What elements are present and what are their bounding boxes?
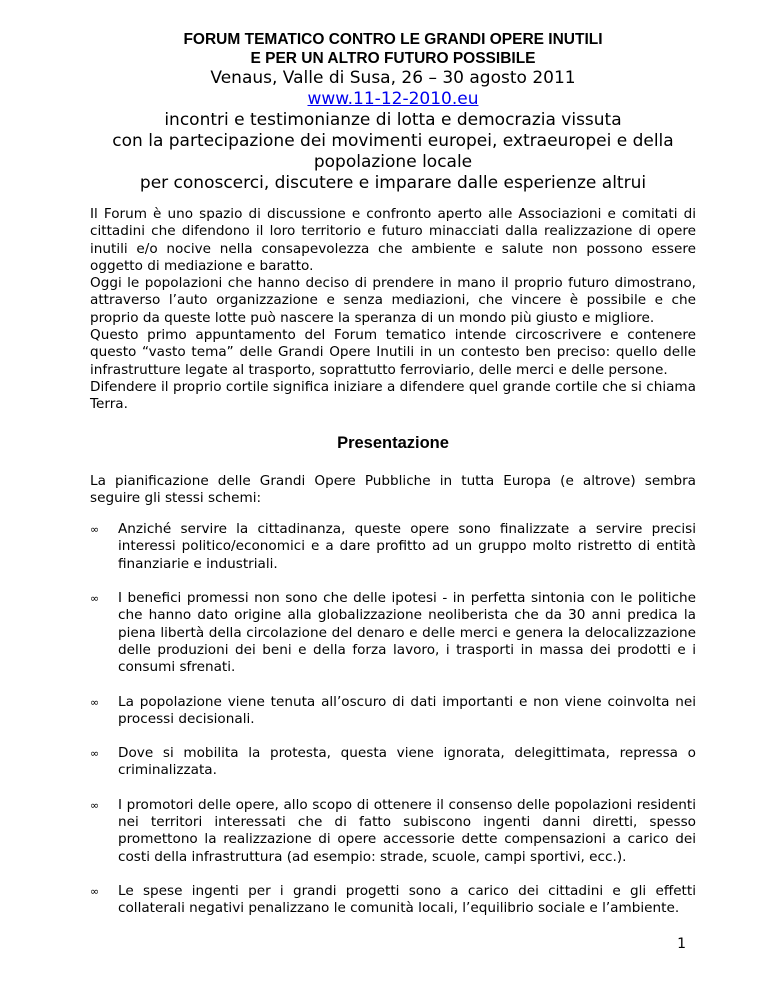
- place-and-date: Venaus, Valle di Susa, 26 – 30 agosto 2011: [210, 68, 576, 88]
- infinity-bullet-icon: ∞: [90, 884, 100, 898]
- list-item-text: La popolazione viene tenuta all’oscuro di dati importanti e non viene coinvolta nei processi decisionali.: [118, 693, 696, 727]
- forum-website-link[interactable]: www.11-12-2010.eu: [307, 89, 479, 109]
- list-item-text: Dove si mobilita la protesta, questa viene ignorata, delegittimata, repressa o criminalizzata.: [118, 745, 696, 779]
- infinity-bullet-icon: ∞: [90, 798, 100, 812]
- forum-title-line-2: E PER UN ALTRO FUTURO POSSIBILE: [250, 50, 536, 67]
- document-page: [90, 30, 696, 935]
- list-item: [90, 797, 696, 866]
- list-item-text: I promotori delle opere, allo scopo di ottenere il consenso delle popolazioni residenti nei territori interessati che di fatto subiscono ingenti danni diretti, spesso promettono la realizzazione di opere accessorie dette compensazioni a carico dei costi della infrastruttura (ad esempio: strade, scuole, campi sportivi, ecc.).: [118, 796, 696, 865]
- infinity-bullet-icon: ∞: [90, 695, 100, 709]
- list-item: [90, 590, 696, 676]
- list-item-text: Anziché servire la cittadinanza, queste opere sono finalizzate a servire precisi interessi politico/economici e a dare profitto ad un gruppo molto ristretto di entità finanziarie e industriali.: [118, 521, 696, 572]
- infinity-bullet-icon: ∞: [90, 592, 100, 606]
- intro-paragraph-2: Oggi le popolazioni che hanno deciso di prendere in mano il proprio futuro dimostrano, attraverso l’auto organizzazione e senza mediazioni, che vincere è possibile e che proprio da queste lotte può nascere la speranza di un mondo più giusto e migliore.: [90, 275, 696, 326]
- bullet-list: [90, 521, 696, 917]
- forum-title-line-1: FORUM TEMATICO CONTRO LE GRANDI OPERE INUTILI: [183, 31, 603, 48]
- section-lead-paragraph: La pianificazione delle Grandi Opere Pubbliche in tutta Europa (e altrove) sembra seguire gli stessi schemi:: [90, 472, 696, 506]
- list-item-text: I benefici promessi non sono che delle ipotesi - in perfetta sintonia con le politiche che hanno dato origine alla globalizzazione neoliberista che da 30 anni predica la piena libertà della circolazione del denaro e delle merci e genera la delocalizzazione delle produzioni dei beni e della forza lavoro, i trasporti in massa dei prodotti e i consumi sfrenati.: [118, 590, 696, 676]
- tagline-line-1: incontri e testimonianze di lotta e democrazia vissuta: [164, 110, 622, 130]
- list-item: [90, 745, 696, 780]
- list-item: [90, 883, 696, 918]
- tagline-line-4: per conoscerci, discutere e imparare dalle esperienze altrui: [139, 173, 647, 193]
- tagline-line-2: con la partecipazione dei movimenti europei, extraeuropei e della: [112, 131, 674, 151]
- intro-section: [90, 206, 696, 414]
- infinity-bullet-icon: ∞: [90, 523, 100, 537]
- list-item: [90, 521, 696, 573]
- intro-paragraph-3: Questo primo appuntamento del Forum tematico intende circoscrivere e contenere questo “vasto tema” delle Grandi Opere Inutili in un contesto ben preciso: quello delle infrastrutture legate al trasporto, soprattutto ferroviario, delle merci e delle persone.: [90, 327, 696, 378]
- list-item: [90, 694, 696, 729]
- list-item-text: Le spese ingenti per i grandi progetti sono a carico dei cittadini e gli effetti collaterali negativi penalizzano le comunità locali, l’equilibrio sociale e l’ambiente.: [118, 882, 696, 917]
- page-number: 1: [677, 936, 686, 952]
- infinity-bullet-icon: ∞: [90, 747, 100, 761]
- section-heading: Presentazione: [337, 433, 449, 452]
- tagline-line-3: popolazione locale: [313, 152, 473, 172]
- intro-paragraph-1: Il Forum è uno spazio di discussione e confronto aperto alle Associazioni e comitati di cittadini che difendono il loro territorio e futuro minacciati dalla realizzazione di opere inutili e/o nocive nella consapevolezza che ambiente e salute non possono essere oggetto di mediazione e baratto.: [90, 206, 696, 274]
- intro-paragraph-4: Difendere il proprio cortile significa iniziare a difendere quel grande cortile che si chiama Terra.: [90, 378, 696, 413]
